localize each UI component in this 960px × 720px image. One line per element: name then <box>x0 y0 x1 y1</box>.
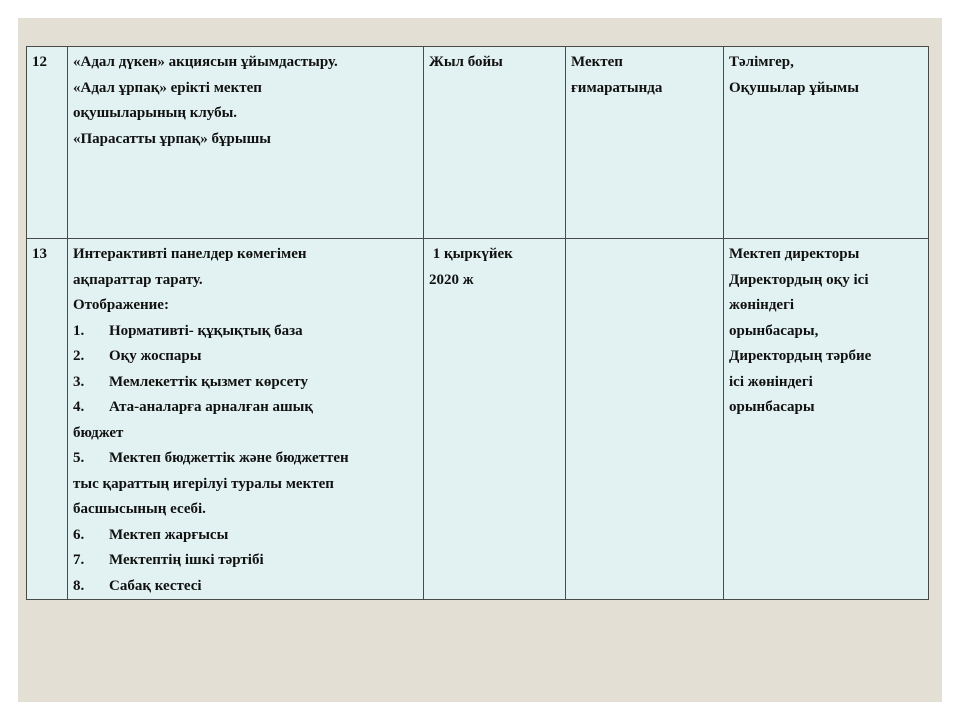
responsible-line: жөніндегі <box>729 297 795 313</box>
list-item-text: Оқу жоспары <box>109 348 202 364</box>
place-line: Мектеп <box>571 54 623 70</box>
list-item-continuation: бюджет <box>73 424 124 441</box>
list-item-text: Нормативті- құқықтық база <box>109 322 303 339</box>
responsible-line: орынбасары, <box>729 322 819 339</box>
responsible-line: Директордың тәрбие <box>729 348 872 364</box>
list-item-continuation: басшысының есебі. <box>73 501 206 517</box>
date-cell <box>424 47 566 239</box>
responsible-line: Оқушылар ұйымы <box>729 79 859 96</box>
responsible-line: Директордың оқу ісі <box>729 271 869 288</box>
date-cell <box>424 239 566 600</box>
event-cell <box>68 239 424 600</box>
place-line: ғимаратында <box>571 79 663 96</box>
list-item <box>73 344 418 370</box>
responsible-line: Мектеп директоры <box>729 246 860 262</box>
list-item-number: 8. <box>73 577 85 594</box>
list-item-continuation: тыс қараттың игерілуі туралы мектеп <box>73 475 334 492</box>
event-line: «Парасатты ұрпақ» бұрышы <box>73 130 271 147</box>
event-cell <box>68 47 424 239</box>
list-item-number: 3. <box>73 373 85 390</box>
list-item-number: 7. <box>73 552 85 568</box>
event-line: «Адал дүкен» акциясын ұйымдастыру. <box>73 54 338 70</box>
responsible-line: Тәлімгер, <box>729 54 794 70</box>
list-item-number: 5. <box>73 450 85 466</box>
row-number: 12 <box>32 54 47 70</box>
list-item <box>73 446 418 472</box>
date-line: 2020 ж <box>429 271 474 288</box>
responsible-cell <box>724 239 929 600</box>
list-item-text: Мектептің ішкі тәртібі <box>109 552 264 568</box>
slide-background <box>18 18 942 702</box>
event-line: оқушыларының клубы. <box>73 105 238 121</box>
list-item-number: 4. <box>73 399 85 415</box>
list-item-number: 2. <box>73 348 85 364</box>
responsible-cell <box>724 47 929 239</box>
list-item-text: Мектеп бюджеттік және бюджеттен <box>109 450 349 466</box>
row-number-cell <box>27 239 68 600</box>
list-item <box>73 574 418 600</box>
list-item <box>73 523 418 549</box>
list-item <box>73 319 418 345</box>
place-cell <box>566 47 724 239</box>
list-item <box>73 370 418 396</box>
table-row <box>27 47 929 239</box>
responsible-line: орынбасары <box>729 399 815 415</box>
event-line: «Адал ұрпақ» ерікті мектеп <box>73 79 262 96</box>
list-item-text: Сабақ кестесі <box>109 577 202 594</box>
table-row <box>27 239 929 600</box>
list-item-number: 6. <box>73 526 85 543</box>
event-plan-table <box>26 46 929 600</box>
list-item <box>73 548 418 574</box>
list-item-number: 1. <box>73 322 85 339</box>
date-text: Жыл бойы <box>429 54 503 70</box>
list-item-text: Ата-аналарға арналған ашық <box>109 399 313 415</box>
event-line: Интерактивті панелдер көмегімен <box>73 246 307 262</box>
event-line: ақпараттар тарату. <box>73 271 203 288</box>
responsible-line: ісі жөніндегі <box>729 373 813 390</box>
event-line: Отображение: <box>73 297 169 313</box>
list-item-text: Мектеп жарғысы <box>109 526 229 543</box>
place-cell <box>566 239 724 600</box>
row-number-cell <box>27 47 68 239</box>
date-line: 1 қыркүйек <box>429 246 513 262</box>
list-item-text: Мемлекеттік қызмет көрсету <box>109 373 308 390</box>
list-item <box>73 395 418 421</box>
row-number: 13 <box>32 246 47 262</box>
